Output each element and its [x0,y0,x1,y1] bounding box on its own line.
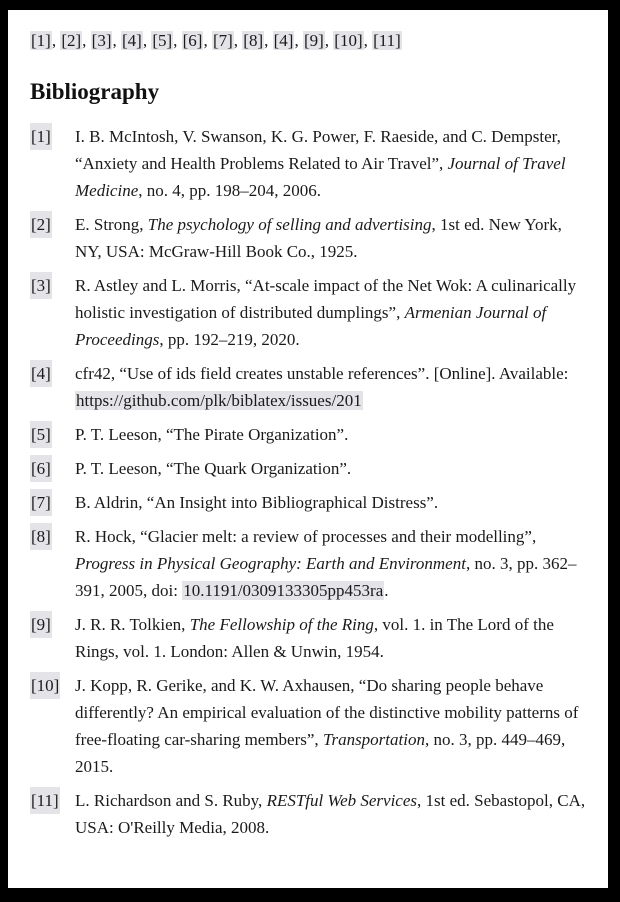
citation-link[interactable]: [6] [182,31,203,50]
citation-link[interactable]: [8] [243,31,264,50]
bibliography-entry [30,455,590,482]
citation-link[interactable]: [3] [91,31,112,50]
bibliography-entry [30,272,590,353]
italic-title: RESTful Web Services [266,791,418,810]
entry-label[interactable]: [2] [30,211,52,238]
citation-link[interactable]: [9] [303,31,324,50]
hyperlink[interactable]: 10.1191/0309133305pp453ra [183,581,384,600]
entry-text: R. Hock, “Glacier melt: a review of processes and their modelling”, Progress in Physical Geography: Earth and Environment, no. 3, pp. 362–391, 2005, doi: 10.1191/0309133305pp453ra. [75,527,577,600]
entry-label[interactable]: [7] [30,489,52,516]
entry-text: J. R. R. Tolkien, The Fellowship of the Ring, vol. 1. in The Lord of the Rings, vol. 1. London: Allen & Unwin, 1954. [75,615,554,661]
entry-text: L. Richardson and S. Ruby, RESTful Web Services, 1st ed. Sebastopol, CA, USA: O'Reilly Media, 2008. [75,791,586,837]
hyperlink[interactable]: https://github.com/plk/biblatex/issues/201 [76,391,362,410]
bibliography-entry [30,421,590,448]
italic-title: Armenian Journal of Proceedings [75,303,547,349]
entry-text: B. Aldrin, “An Insight into Bibliographical Distress”. [75,493,439,512]
entry-label[interactable]: [9] [30,611,52,638]
entry-label[interactable]: [3] [30,272,52,299]
italic-title: Transportation [322,730,425,749]
bibliography-entry [30,211,590,265]
entry-text: I. B. McIntosh, V. Swanson, K. G. Power, F. Raeside, and C. Dempster, “Anxiety and Health Problems Related to Air Travel”, Journal of Travel Medicine, no. 4, pp. 198–204, 2006. [75,127,566,200]
citation-link[interactable]: [11] [373,31,401,50]
entry-text: R. Astley and L. Morris, “At-scale impact of the Net Wok: A culinarically holistic investigation of distributed dumplings”, Armenian Journal of Proceedings, pp. 192–219, 2020. [75,276,577,349]
italic-title: The psychology of selling and advertising [147,215,432,234]
entry-label[interactable]: [6] [30,455,52,482]
document-page [8,10,608,888]
bibliography-entry [30,611,590,665]
entry-text: P. T. Leeson, “The Quark Organization”. [75,459,352,478]
entry-text: cfr42, “Use of ids field creates unstable references”. [Online]. Available: https://github.com/plk/biblatex/issues/201 [75,364,569,410]
entry-label[interactable]: [5] [30,421,52,448]
citation-link[interactable]: [1] [31,31,51,50]
entry-label[interactable]: [11] [30,787,60,814]
citation-link[interactable]: [10] [334,31,363,50]
entry-label[interactable]: [1] [30,123,52,150]
bibliography-entry [30,123,590,204]
bibliography-entry [30,672,590,780]
italic-title: The Fellowship of the Ring [189,615,374,634]
citation-link[interactable]: [7] [212,31,233,50]
bibliography-entry [30,787,590,841]
italic-title: Progress in Physical Geography: Earth and Environment [75,554,466,573]
italic-title: Journal of Travel Medicine [75,154,566,200]
citation-link[interactable]: [2] [61,31,82,50]
citation-link[interactable]: [4] [121,31,142,50]
entry-label[interactable]: [8] [30,523,52,550]
citation-link[interactable]: [5] [152,31,173,50]
entry-text: P. T. Leeson, “The Pirate Organization”. [75,425,349,444]
bibliography-entry [30,360,590,414]
entry-label[interactable]: [4] [30,360,52,387]
citation-link[interactable]: [4] [273,31,294,50]
entry-text: J. Kopp, R. Gerike, and K. W. Axhausen, “Do sharing people behave differently? An empirical evaluation of the distinctive mobility patterns of free-floating car-sharing members”, Transportation, no. 3, pp. 449–469, 2015. [75,676,579,776]
citation-line: [1], [2], [3], [4], [5], [6], [7], [8], [4], [9], [10], [11] [31,31,401,50]
entry-text: E. Strong, The psychology of selling and advertising, 1st ed. New York, NY, USA: McGraw-Hill Book Co., 1925. [75,215,562,261]
bibliography-entry [30,523,590,604]
bibliography-entry [30,489,590,516]
bibliography-list [30,123,590,841]
entry-label[interactable]: [10] [30,672,60,699]
bibliography-heading: Bibliography [30,79,160,104]
